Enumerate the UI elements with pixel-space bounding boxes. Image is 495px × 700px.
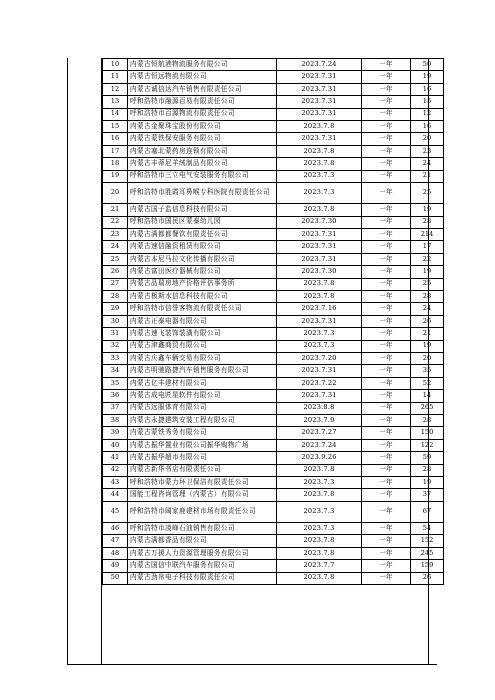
company-name-cell: 内蒙古新华书店有限责任公司 (128, 464, 277, 476)
count-cell: 24 (411, 158, 444, 170)
table-row (103, 501, 444, 522)
count-cell: 17 (411, 241, 444, 253)
count-cell: 37 (411, 489, 444, 501)
validity-term-cell: 一年 (362, 464, 411, 476)
company-name-cell: 内蒙古正泰电器有限公司 (128, 315, 277, 327)
company-name-cell: 呼和浩特市蒙力环卫保洁有限责任公司 (128, 476, 277, 488)
table-row (103, 291, 444, 303)
count-cell: 19 (411, 476, 444, 488)
count-cell: 19 (411, 204, 444, 216)
count-cell: 19 (411, 266, 444, 278)
table-row (103, 365, 444, 377)
company-name-cell: 内蒙古成电匠星软件有限公司 (128, 390, 277, 402)
company-name-cell: 内蒙古国子监信息科技有限公司 (128, 204, 277, 216)
count-cell: 152 (411, 535, 444, 547)
count-cell: 23 (411, 145, 444, 157)
date-cell: 2023.7.3 (277, 340, 362, 352)
date-cell: 2023.7.8 (277, 158, 362, 170)
date-cell: 2023.7.3 (277, 523, 362, 535)
row-number-cell: 27 (103, 278, 128, 290)
count-cell: 21 (411, 170, 444, 182)
validity-term-cell: 一年 (362, 229, 411, 241)
validity-term-cell: 一年 (362, 489, 411, 501)
validity-term-cell: 一年 (362, 547, 411, 559)
count-cell: 28 (411, 291, 444, 303)
date-cell: 2023.7.27 (277, 427, 362, 439)
count-cell: 150 (411, 427, 444, 439)
row-number-cell: 46 (103, 523, 128, 535)
validity-term-cell: 一年 (362, 71, 411, 83)
table-row (103, 464, 444, 476)
validity-term-cell: 一年 (362, 204, 411, 216)
company-name-cell: 内蒙古亿丰建材有限公司 (128, 377, 277, 389)
row-number-cell: 13 (103, 96, 128, 108)
row-number-cell: 20 (103, 182, 128, 203)
table-row (103, 452, 444, 464)
company-name-cell: 内蒙古诚信达汽车销售有限责任公司 (128, 83, 277, 95)
count-cell: 19 (411, 340, 444, 352)
date-cell: 2023.7.8 (277, 547, 362, 559)
validity-term-cell: 一年 (362, 278, 411, 290)
count-cell: 14 (411, 390, 444, 402)
validity-term-cell: 一年 (362, 120, 411, 132)
row-number-cell: 31 (103, 328, 128, 340)
company-name-cell: 呼和浩特市三立电气安装服务有限公司 (128, 170, 277, 182)
date-cell: 2023.7.3 (277, 182, 362, 203)
validity-term-cell: 一年 (362, 170, 411, 182)
company-name-cell: 内蒙古富田医疗器械有限公司 (128, 266, 277, 278)
validity-term-cell: 一年 (362, 340, 411, 352)
validity-term-cell: 一年 (362, 83, 411, 95)
date-cell: 2023.7.30 (277, 266, 362, 278)
row-number-cell: 39 (103, 427, 128, 439)
count-cell: 12 (411, 108, 444, 120)
validity-term-cell: 一年 (362, 501, 411, 522)
row-number-cell: 12 (103, 83, 128, 95)
row-number-cell: 37 (103, 402, 128, 414)
count-cell: 20 (411, 352, 444, 364)
company-name-cell: 内蒙古振华置业有限公司振华购物广场 (128, 439, 277, 451)
row-number-cell: 14 (103, 108, 128, 120)
row-number-cell: 34 (103, 365, 128, 377)
count-cell: 159 (411, 560, 444, 572)
company-name-cell: 国能工程咨询管理（内蒙古）有限公司 (128, 489, 277, 501)
date-cell: 2023.7.7 (277, 560, 362, 572)
validity-term-cell: 一年 (362, 315, 411, 327)
row-number-cell: 24 (103, 241, 128, 253)
company-name-cell: 内蒙古蒙铁秀务有限公司 (128, 427, 277, 439)
validity-term-cell: 一年 (362, 291, 411, 303)
date-cell: 2023.7.31 (277, 83, 362, 95)
row-number-cell: 30 (103, 315, 128, 327)
date-cell: 2023.7.8 (277, 120, 362, 132)
company-name-cell: 呼和浩特市胜霞耳鼻喉专科医院有限责任公司 (128, 182, 277, 203)
count-cell: 52 (411, 377, 444, 389)
merged-category-column (67, 58, 102, 664)
validity-term-cell: 一年 (362, 572, 411, 584)
company-name-cell: 内蒙古塞北蒙药房连锁有限公司 (128, 145, 277, 157)
table-body (103, 59, 444, 585)
date-cell: 2023.7.8 (277, 145, 362, 157)
validity-term-cell: 一年 (362, 414, 411, 426)
validity-term-cell: 一年 (362, 266, 411, 278)
date-cell: 2023.7.3 (277, 501, 362, 522)
count-cell: 26 (411, 315, 444, 327)
table-row (103, 133, 444, 145)
company-name-cell: 内蒙古速信融资租赁有限公司 (128, 241, 277, 253)
table-row (103, 96, 444, 108)
company-name-cell: 呼和浩特市阔家鹿建材市场有限责任公司 (128, 501, 277, 522)
table-row (103, 71, 444, 83)
validity-term-cell: 一年 (362, 365, 411, 377)
table-row (103, 427, 444, 439)
table-row (103, 340, 444, 352)
table-row (103, 560, 444, 572)
date-cell: 2023.7.31 (277, 108, 362, 120)
validity-term-cell: 一年 (362, 377, 411, 389)
date-cell: 2023.7.8 (277, 489, 362, 501)
count-cell: 16 (411, 120, 444, 132)
date-cell: 2023.7.8 (277, 535, 362, 547)
company-name-cell: 内蒙古速飞装饰装潢有限公司 (128, 328, 277, 340)
company-name-cell: 内蒙古极斯水信息科技有限公司 (128, 291, 277, 303)
row-number-cell: 23 (103, 229, 128, 241)
table-row (103, 414, 444, 426)
validity-term-cell: 一年 (362, 96, 411, 108)
count-cell: 59 (411, 452, 444, 464)
table-row (103, 402, 444, 414)
validity-term-cell: 一年 (362, 427, 411, 439)
date-cell: 2023.7.8 (277, 278, 362, 290)
row-number-cell: 28 (103, 291, 128, 303)
row-number-cell: 48 (103, 547, 128, 559)
row-number-cell: 47 (103, 535, 128, 547)
date-cell: 2023.7.16 (277, 303, 362, 315)
date-cell: 2023.7.8 (277, 204, 362, 216)
company-name-cell: 内蒙古恒远物流有限公司 (128, 71, 277, 83)
company-name-cell: 内蒙古蒙铁保安服务有限公司 (128, 133, 277, 145)
validity-term-cell: 一年 (362, 59, 411, 71)
validity-term-cell: 一年 (362, 535, 411, 547)
count-cell: 35 (411, 365, 444, 377)
company-name-cell: 内蒙古满都都餐饮有限责任公司 (128, 229, 277, 241)
company-name-cell: 内蒙古劲帛电子科技有限责任公司 (128, 572, 277, 584)
date-cell: 2023.8.8 (277, 402, 362, 414)
validity-term-cell: 一年 (362, 560, 411, 572)
count-cell: 20 (411, 133, 444, 145)
row-number-cell: 25 (103, 253, 128, 265)
row-number-cell: 21 (103, 204, 128, 216)
count-cell: 22 (411, 253, 444, 265)
table-row (103, 253, 444, 265)
date-cell: 2023.7.8 (277, 572, 362, 584)
date-cell: 2023.7.31 (277, 241, 362, 253)
company-name-cell: 内蒙古永捷建筑安装工程有限公司 (128, 414, 277, 426)
date-cell: 2023.7.3 (277, 170, 362, 182)
row-number-cell: 38 (103, 414, 128, 426)
validity-term-cell: 一年 (362, 108, 411, 120)
date-cell: 2023.7.24 (277, 59, 362, 71)
row-number-cell: 22 (103, 216, 128, 228)
row-number-cell: 49 (103, 560, 128, 572)
table-row (103, 352, 444, 364)
row-number-cell: 19 (103, 170, 128, 182)
count-cell: 245 (411, 547, 444, 559)
row-number-cell: 35 (103, 377, 128, 389)
company-name-cell: 内蒙古明驰路捷汽车销售服务有限公司 (128, 365, 277, 377)
table-row (103, 158, 444, 170)
date-cell: 2023.7.22 (277, 377, 362, 389)
credit-list-table (102, 58, 444, 585)
count-cell: 21 (411, 328, 444, 340)
count-cell: 28 (411, 414, 444, 426)
row-number-cell: 36 (103, 390, 128, 402)
validity-term-cell: 一年 (362, 452, 411, 464)
validity-term-cell: 一年 (362, 390, 411, 402)
validity-term-cell: 一年 (362, 216, 411, 228)
company-name-cell: 呼和浩特市凌峰石油销售有限公司 (128, 523, 277, 535)
company-name-cell: 内蒙古万援人力资源管理服务有限公司 (128, 547, 277, 559)
date-cell: 2023.7.31 (277, 96, 362, 108)
row-number-cell: 33 (103, 352, 128, 364)
date-cell: 2023.7.31 (277, 390, 362, 402)
date-cell: 2023.7.31 (277, 133, 362, 145)
date-cell: 2023.7.8 (277, 464, 362, 476)
validity-term-cell: 一年 (362, 352, 411, 364)
date-cell: 2023.7.3 (277, 476, 362, 488)
row-number-cell: 32 (103, 340, 128, 352)
count-cell: 214 (411, 229, 444, 241)
date-cell: 2023.9.26 (277, 452, 362, 464)
validity-term-cell: 一年 (362, 133, 411, 145)
validity-term-cell: 一年 (362, 439, 411, 451)
table-row (103, 377, 444, 389)
company-name-cell: 内蒙古恒航港物流服务有限公司 (128, 59, 277, 71)
company-name-cell: 内蒙古金聚珠宝股份有限公司 (128, 120, 277, 132)
table-row (103, 547, 444, 559)
table-row (103, 83, 444, 95)
row-number-cell: 11 (103, 71, 128, 83)
validity-term-cell: 一年 (362, 476, 411, 488)
company-name-cell: 内蒙古振华超市有限公司 (128, 452, 277, 464)
date-cell: 2023.7.31 (277, 315, 362, 327)
row-number-cell: 17 (103, 145, 128, 157)
row-number-cell: 10 (103, 59, 128, 71)
row-number-cell: 42 (103, 464, 128, 476)
company-name-cell: 内蒙古庆鑫车辆交易有限公司 (128, 352, 277, 364)
date-cell: 2023.7.8 (277, 291, 362, 303)
table-row (103, 120, 444, 132)
validity-term-cell: 一年 (362, 402, 411, 414)
count-cell: 54 (411, 523, 444, 535)
count-cell: 15 (411, 96, 444, 108)
date-cell: 2023.7.3 (277, 328, 362, 340)
table-row (103, 303, 444, 315)
company-name-cell: 内蒙古满都香品有限公司 (128, 535, 277, 547)
date-cell: 2023.7.30 (277, 216, 362, 228)
table-row (103, 315, 444, 327)
validity-term-cell: 一年 (362, 328, 411, 340)
count-cell: 24 (411, 303, 444, 315)
company-name-cell: 呼和浩特市百源物流有限责任公司 (128, 108, 277, 120)
count-cell: 25 (411, 278, 444, 290)
table-row (103, 266, 444, 278)
row-number-cell: 29 (103, 303, 128, 315)
row-number-cell: 45 (103, 501, 128, 522)
row-number-cell: 43 (103, 476, 128, 488)
company-name-cell: 呼和浩特市融源百易有限责任公司 (128, 96, 277, 108)
count-cell: 67 (411, 501, 444, 522)
company-name-cell: 内蒙古丰蒂尼羊绒制品有限公司 (128, 158, 277, 170)
company-name-cell: 内蒙古津鑫商贸有限公司 (128, 340, 277, 352)
table-row (103, 328, 444, 340)
company-name-cell: 内蒙古远服体育有限公司 (128, 402, 277, 414)
validity-term-cell: 一年 (362, 182, 411, 203)
table-row (103, 523, 444, 535)
table-row (103, 241, 444, 253)
row-number-cell: 50 (103, 572, 128, 584)
count-cell: 265 (411, 402, 444, 414)
row-number-cell: 44 (103, 489, 128, 501)
table-row (103, 182, 444, 203)
table-row (103, 278, 444, 290)
count-cell: 28 (411, 216, 444, 228)
row-number-cell: 26 (103, 266, 128, 278)
count-cell: 19 (411, 71, 444, 83)
row-number-cell: 18 (103, 158, 128, 170)
table-row (103, 108, 444, 120)
table-row (103, 390, 444, 402)
date-cell: 2023.7.31 (277, 253, 362, 265)
company-name-cell: 呼和浩特市信誉客物流有限责任公司 (128, 303, 277, 315)
table-row (103, 59, 444, 71)
count-cell: 28 (411, 464, 444, 476)
validity-term-cell: 一年 (362, 158, 411, 170)
count-cell: 122 (411, 439, 444, 451)
table-bottom-border (67, 664, 437, 665)
table-row (103, 216, 444, 228)
table-row (103, 476, 444, 488)
date-cell: 2023.7.24 (277, 439, 362, 451)
table-row (103, 572, 444, 584)
count-cell: 26 (411, 572, 444, 584)
validity-term-cell: 一年 (362, 303, 411, 315)
validity-term-cell: 一年 (362, 523, 411, 535)
date-cell: 2023.7.31 (277, 365, 362, 377)
company-name-cell: 内蒙古国信中联汽车服务有限公司 (128, 560, 277, 572)
table-row (103, 439, 444, 451)
date-cell: 2023.7.9 (277, 414, 362, 426)
row-number-cell: 40 (103, 439, 128, 451)
company-name-cell: 内蒙古品瑞房地产价格评估事务所 (128, 278, 277, 290)
count-cell: 50 (411, 59, 444, 71)
validity-term-cell: 一年 (362, 253, 411, 265)
table-row (103, 535, 444, 547)
count-cell: 25 (411, 182, 444, 203)
validity-term-cell: 一年 (362, 241, 411, 253)
row-number-cell: 15 (103, 120, 128, 132)
validity-term-cell: 一年 (362, 145, 411, 157)
company-name-cell: 呼和浩特市国民区蒙泰幼儿园 (128, 216, 277, 228)
table-row (103, 204, 444, 216)
date-cell: 2023.7.31 (277, 229, 362, 241)
date-cell: 2023.7.31 (277, 71, 362, 83)
table-row (103, 229, 444, 241)
table-row (103, 145, 444, 157)
row-number-cell: 16 (103, 133, 128, 145)
company-name-cell: 内蒙古本尼马拉文化传播有限公司 (128, 253, 277, 265)
table-row (103, 489, 444, 501)
row-number-cell: 41 (103, 452, 128, 464)
date-cell: 2023.7.20 (277, 352, 362, 364)
table-row (103, 170, 444, 182)
count-cell: 16 (411, 83, 444, 95)
